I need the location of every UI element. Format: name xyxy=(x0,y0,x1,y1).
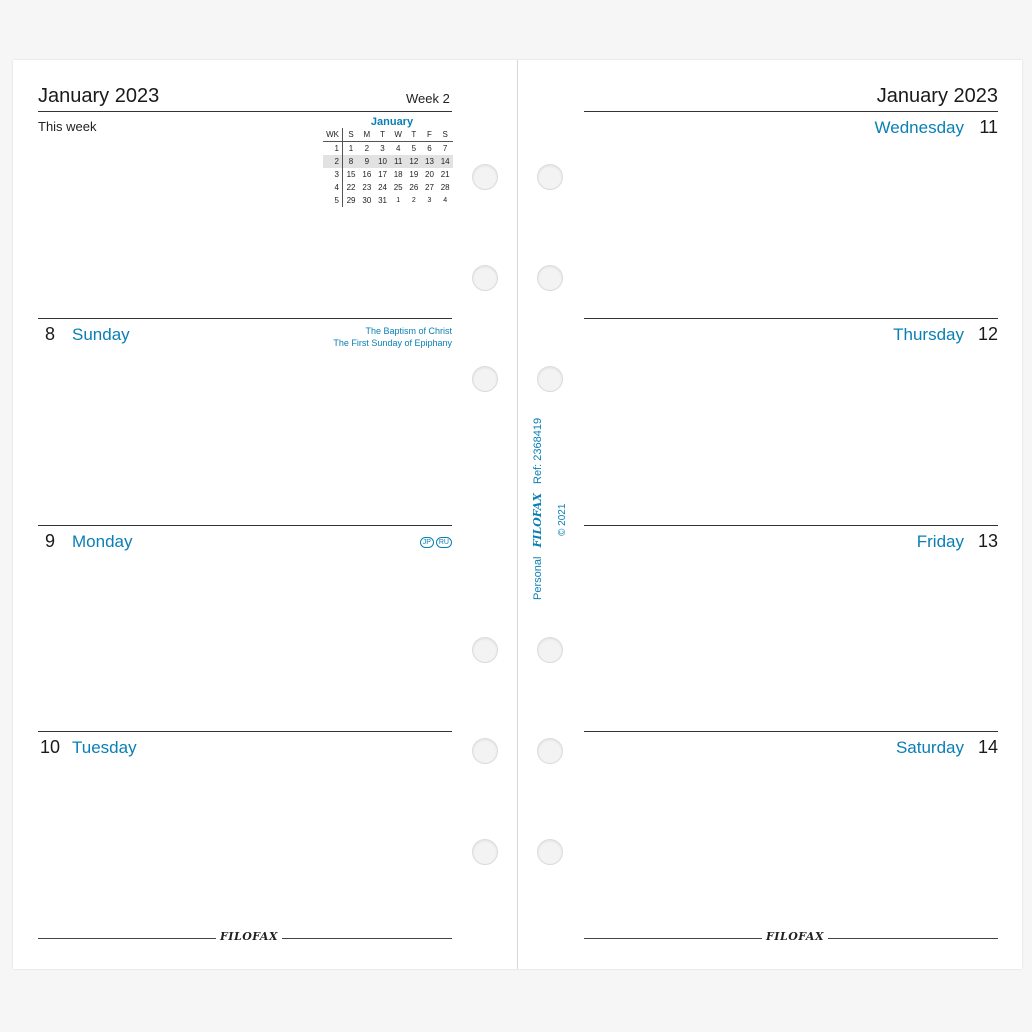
punch-hole xyxy=(472,738,498,764)
mini-cal-day: 23 xyxy=(362,183,372,192)
monday-day-name: Monday xyxy=(72,532,133,551)
mini-cal-week-number: 4 xyxy=(323,181,343,194)
mini-cal-week-row xyxy=(323,181,453,194)
friday-day-name: Friday xyxy=(916,532,964,551)
mini-cal-day: 3 xyxy=(380,144,385,153)
page-fold xyxy=(517,60,518,969)
mini-cal-header-cell: S xyxy=(437,128,453,142)
right-page xyxy=(518,60,1022,969)
mini-cal-day: 22 xyxy=(346,183,356,192)
mini-cal-week-row xyxy=(323,194,453,207)
spine-brand-logo: FILOFAX xyxy=(531,493,544,548)
mini-cal-header-cell: T xyxy=(406,128,422,142)
monday-rule xyxy=(38,525,452,526)
punch-hole xyxy=(537,265,563,291)
mini-cal-day: 28 xyxy=(440,183,450,192)
mini-cal-day-next-month: 1 xyxy=(396,197,401,204)
mini-cal-week-row xyxy=(323,142,453,156)
mini-cal-week-row-current xyxy=(323,155,453,168)
observance-note: The First Sunday of Epiphany xyxy=(333,338,452,348)
thursday-rule xyxy=(584,318,998,319)
holiday-badge-jp: JP xyxy=(420,537,434,548)
punch-hole xyxy=(537,366,563,392)
mini-cal-day: 17 xyxy=(378,170,387,179)
thursday-day-name: Thursday xyxy=(893,325,964,344)
mini-cal-header-cell: M xyxy=(359,128,375,142)
sunday-rule xyxy=(38,318,452,319)
mini-cal-week-number: 2 xyxy=(323,155,343,168)
mini-cal-day: 19 xyxy=(409,170,419,179)
mini-cal-day: 26 xyxy=(409,183,419,192)
spine-imprint xyxy=(531,418,544,600)
sunday-day-number: 8 xyxy=(45,324,56,344)
saturday-day-name: Saturday xyxy=(895,738,964,757)
tuesday-day-name: Tuesday xyxy=(72,738,137,757)
mini-cal-week-number: 3 xyxy=(323,168,343,181)
mini-cal-week-number: 1 xyxy=(323,142,343,156)
mini-cal-week-number: 5 xyxy=(323,194,343,207)
mini-cal-day: 15 xyxy=(346,170,356,179)
mini-cal-day: 25 xyxy=(393,183,403,192)
punch-hole xyxy=(537,839,563,865)
thursday-day-number: 12 xyxy=(977,324,998,344)
mini-cal-day: 20 xyxy=(425,170,434,179)
left-header-rule xyxy=(38,111,452,112)
punch-hole xyxy=(537,738,563,764)
mini-cal-day: 8 xyxy=(343,155,360,168)
observance-note: The Baptism of Christ xyxy=(365,326,452,336)
friday-day-number: 13 xyxy=(977,531,998,551)
mini-cal-day: 31 xyxy=(378,196,387,205)
mini-cal-day-next-month: 3 xyxy=(427,197,432,204)
mini-cal-day: 27 xyxy=(425,183,434,192)
mini-cal-day: 12 xyxy=(406,155,422,168)
mini-cal-day-next-month: 4 xyxy=(443,197,448,204)
mini-cal-day: 30 xyxy=(362,196,372,205)
mini-cal-day: 16 xyxy=(362,170,372,179)
tuesday-day-number: 10 xyxy=(40,737,61,757)
friday-rule xyxy=(584,525,998,526)
mini-cal-day: 9 xyxy=(359,155,375,168)
punch-hole xyxy=(537,637,563,663)
wednesday-day-number: 11 xyxy=(979,117,998,137)
mini-cal-day: 1 xyxy=(348,144,354,153)
spine-copyright: © 2021 xyxy=(557,503,568,536)
mini-cal-day: 18 xyxy=(393,170,403,179)
mini-calendar-header xyxy=(323,128,453,142)
punch-hole xyxy=(472,265,498,291)
spine-size: Personal xyxy=(532,556,544,600)
this-week-label: This week xyxy=(38,119,97,134)
holiday-badge-ru: RU xyxy=(436,537,452,548)
left-footer-logo: FILOFAX xyxy=(216,930,282,943)
mini-calendar-grid xyxy=(323,128,453,207)
punch-hole xyxy=(472,366,498,392)
mini-cal-day: 29 xyxy=(346,196,356,205)
mini-cal-header-cell: F xyxy=(422,128,438,142)
mini-calendar-title: January xyxy=(370,116,414,128)
right-header-rule xyxy=(584,111,998,112)
mini-cal-day: 7 xyxy=(442,144,448,153)
mini-cal-header-cell: WK xyxy=(323,128,343,142)
saturday-day-number: 14 xyxy=(977,737,998,757)
mini-cal-header-cell: T xyxy=(375,128,391,142)
mini-cal-day: 5 xyxy=(411,144,417,153)
mini-cal-day: 14 xyxy=(437,155,453,168)
right-footer-logo: FILOFAX xyxy=(762,930,828,943)
spine-ref: Ref: 2368419 xyxy=(532,417,544,484)
wednesday-day-name: Wednesday xyxy=(874,118,964,137)
punch-hole xyxy=(472,164,498,190)
mini-cal-day: 11 xyxy=(390,155,406,168)
mini-cal-day: 13 xyxy=(422,155,438,168)
punch-hole xyxy=(537,164,563,190)
sunday-observances xyxy=(252,325,452,349)
mini-cal-day: 2 xyxy=(364,144,370,153)
mini-cal-day: 10 xyxy=(375,155,391,168)
mini-calendar xyxy=(323,116,453,207)
week-label: Week 2 xyxy=(406,91,450,106)
saturday-rule xyxy=(584,731,998,732)
monday-holiday-badges xyxy=(412,531,452,549)
mini-cal-header-cell: W xyxy=(390,128,406,142)
mini-cal-day: 21 xyxy=(440,170,450,179)
mini-cal-day-next-month: 2 xyxy=(411,197,416,204)
left-month-title: January 2023 xyxy=(38,85,160,107)
sunday-day-name: Sunday xyxy=(72,325,130,344)
mini-cal-week-row xyxy=(323,168,453,181)
monday-day-number: 9 xyxy=(45,531,56,551)
mini-cal-day: 4 xyxy=(395,144,401,153)
right-month-title: January 2023 xyxy=(876,85,998,107)
punch-hole xyxy=(472,637,498,663)
mini-cal-day: 6 xyxy=(427,144,432,153)
mini-cal-day: 24 xyxy=(378,183,387,192)
mini-cal-header-cell: S xyxy=(343,128,360,142)
tuesday-rule xyxy=(38,731,452,732)
punch-hole xyxy=(472,839,498,865)
